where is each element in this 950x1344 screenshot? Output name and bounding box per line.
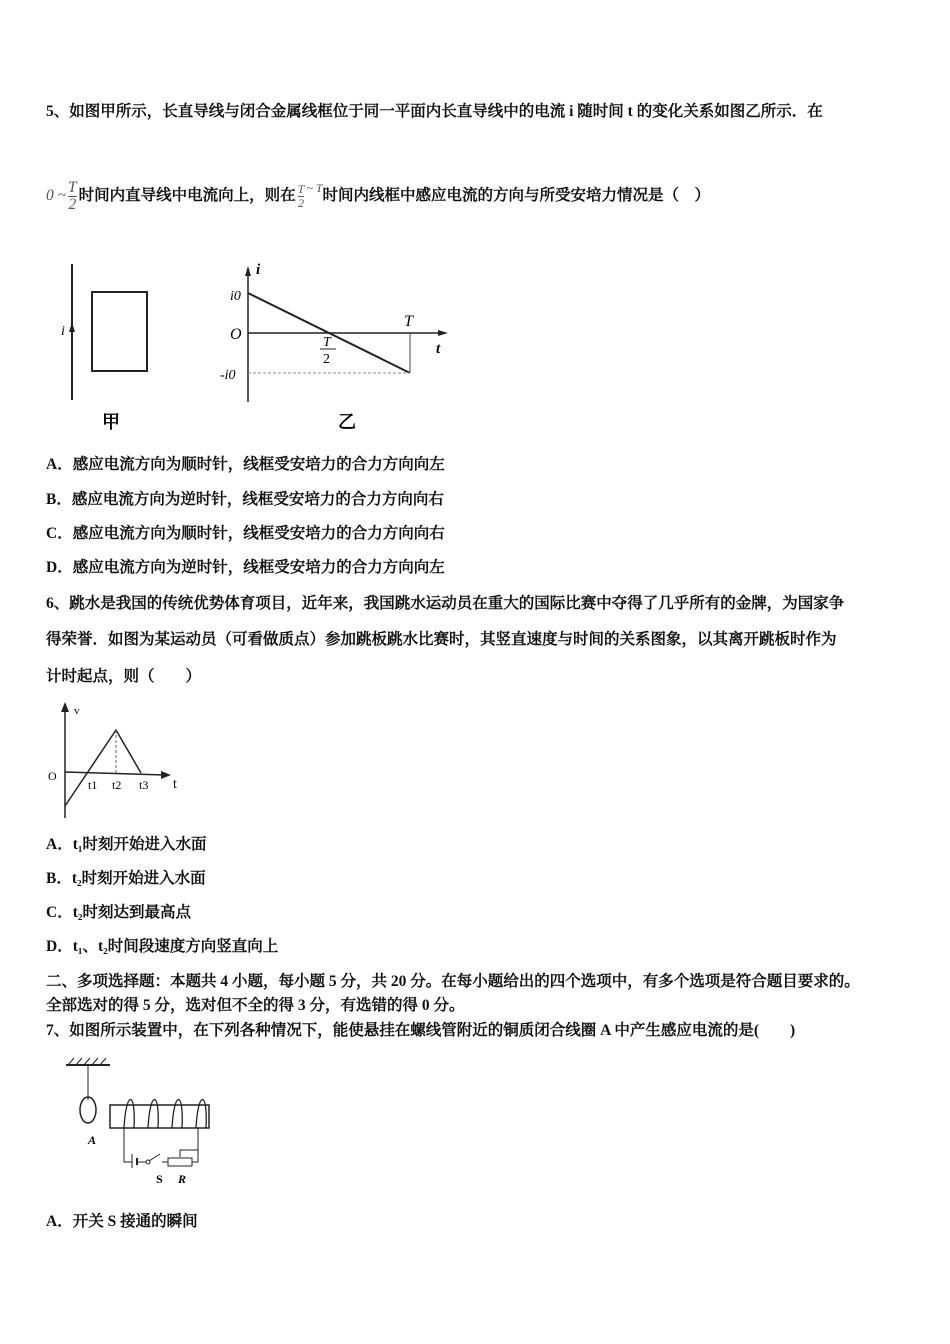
switch-S-label: S [156,1172,163,1186]
fraction-T-over-2 [68,180,77,213]
q6-figure [40,690,190,830]
q5-stem-line2 [46,178,710,213]
section2-heading-line2: 全部选对的得 5 分，选对但不全的得 3 分，有选错的得 0 分。 [46,997,465,1014]
figure-yi-label: 乙 [338,412,356,432]
arrow-icon [245,266,251,276]
rheostat-R-label: R [178,1172,187,1186]
i0-label: i0 [230,289,241,304]
origin-label: O [48,769,57,783]
q6-option-c: C．t₂时刻达到最高点 [46,904,192,921]
fraction-T-over-2 [298,183,305,210]
q7-figure [50,1050,230,1190]
rheostat-slider [180,1150,198,1157]
q5-stem-text: 时间内直导线中电流向上，则在 [78,187,296,204]
half-T-numerator: T [323,335,331,350]
arrow-icon [61,702,69,712]
figure-jia-label: 甲 [102,412,120,432]
velocity-line [65,730,141,806]
wire-current-label: i [61,324,65,339]
q6-stem-line2: 得荣誉．如图为某运动员（可看做质点）参加跳板跳水比赛时，其竖直速度与时间的关系图象，以其离开跳板时作为 [46,631,837,648]
arrow-icon [161,771,171,779]
switch-S-icon [149,1154,160,1161]
wire [124,1128,132,1162]
q5-option-a: A．感应电流方向为顺时针，线框受安培力的合力方向向左 [46,456,445,473]
t-axis [65,772,165,775]
rheostat-R-icon [168,1158,192,1166]
coil-A [80,1097,96,1123]
q5-option-d: D．感应电流方向为逆时针，线框受安培力的合力方向向左 [46,559,445,576]
q5-option-b: B．感应电流方向为逆时针，线框受安培力的合力方向向右 [46,491,444,508]
q6-stem-line1: 6、跳水是我国的传统优势体育项目，近年来，我国跳水运动员在重大的国际比赛中夺得了几乎所有的金牌，为国家争 [46,595,845,612]
q6-option-b: B．t₂时刻开始进入水面 [46,870,206,887]
t-axis-label: t [173,777,177,792]
origin-label: O [230,326,242,343]
q5-stem-text: 时间内线框中感应电流的方向与所受安培力情况是（ ） [322,187,711,204]
metal-frame [92,292,147,371]
numerator: T [297,181,305,196]
ceiling-hatch [68,1058,106,1065]
t-axis-label: t [436,341,441,357]
q5-option-c: C．感应电流方向为顺时针，线框受安培力的合力方向向右 [46,525,445,542]
arrow-icon [438,330,448,336]
T-label: T [404,313,413,330]
neg-i0-label: -i0 [220,368,236,383]
q7-option-a: A．开关 S 接通的瞬间 [46,1213,198,1230]
q5-figure [40,240,460,440]
solenoid-winding [124,1100,206,1129]
q6-stem-line3: 计时起点，则（ ） [46,668,202,685]
q6-option-d: D．t₁、t₂时间段速度方向竖直向上 [46,938,279,955]
t1-label: t1 [88,778,98,792]
half-T-denominator: 2 [323,352,330,367]
denominator: 2 [68,195,77,213]
t3-label: t3 [139,778,149,792]
section2-heading-line1: 二、多项选择题：本题共 4 小题，每小题 5 分，共 20 分。在每小题给出的四个选项中，有多个选项是符合题目要求的。 [46,973,860,990]
current-arrow-icon [69,322,75,332]
wire [192,1128,198,1162]
q5-stem-line1: 5、如图甲所示，长直导线与闭合金属线框位于同一平面内长直导线中的电流 i 随时间 t 的变化关系如图乙所示．在 [46,103,823,120]
t2-label: t2 [112,778,122,792]
v-axis-label: v [74,705,80,717]
coil-A-label: A [88,1133,97,1147]
denominator: 2 [298,195,304,210]
i-axis-label: i [256,262,261,278]
q6-option-a: A．t₁时刻开始进入水面 [46,836,207,853]
math-range-end: ~ T [306,181,323,195]
numerator: T [68,178,77,196]
q7-stem: 7、如图所示装置中，在下列各种情况下，能使悬挂在螺线管附近的铜质闭合线圈 A 中产生感应电流的是( ) [46,1022,796,1039]
math-range-start: 0 ~ [46,187,67,204]
